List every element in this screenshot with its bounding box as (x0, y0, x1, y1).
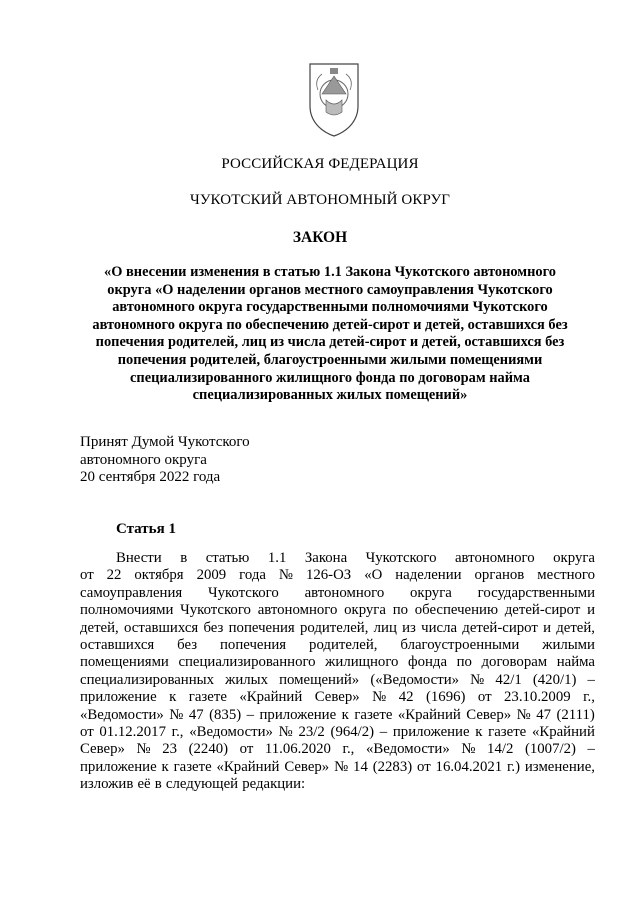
word: округа (553, 550, 595, 566)
word: № (516, 706, 531, 723)
word: полномочиями (80, 602, 174, 619)
word: наделении (395, 567, 462, 584)
word: 23 (162, 741, 177, 758)
word: помещений» (279, 671, 360, 688)
word: № (136, 741, 151, 758)
article-text-line (80, 776, 595, 793)
word: детей, (556, 619, 595, 636)
word: газете (354, 706, 393, 723)
word: 14 (353, 758, 368, 775)
adoption-info (80, 434, 250, 487)
word: к (475, 724, 483, 741)
word: г., (583, 689, 595, 706)
word: Чукотского (207, 584, 279, 601)
article-text-line (80, 741, 595, 758)
article-text-line (80, 567, 595, 584)
word: Чукотского (180, 602, 251, 619)
word: округа (344, 602, 386, 619)
word: в (180, 550, 188, 566)
word: «Ведомости» (365, 741, 450, 758)
word: от (80, 567, 94, 584)
word: специализированного (178, 654, 316, 671)
word: оставшихся (80, 637, 155, 654)
word: – (587, 671, 595, 688)
word: в (154, 776, 162, 793)
adoption-line: автономного округа (80, 451, 207, 468)
word: года (239, 567, 266, 584)
word: «О (364, 567, 383, 584)
word: Север» (80, 741, 125, 758)
word: приложение (259, 706, 337, 723)
title-line: автономного округа по обеспечению детей-сирот и детей, оставшихся без (92, 316, 568, 333)
word: 47 (188, 706, 204, 723)
word: (1696) (425, 689, 466, 706)
adoption-line: Принят Думой Чукотского (80, 434, 250, 450)
word: «Ведомости» (189, 724, 273, 741)
word: 23.10.2009 (504, 689, 571, 706)
word: № (470, 671, 485, 688)
article-body (80, 550, 595, 794)
word: договорам (481, 654, 548, 671)
title-line: «О внесении изменения в статью 1.1 Закона Чукотского автономного (104, 264, 556, 280)
word: детей-сирот (462, 619, 538, 636)
article-text-line (80, 654, 595, 671)
word: обеспечению (414, 602, 499, 619)
word: 11.06.2020 (264, 741, 331, 758)
word: от (80, 724, 94, 741)
word: № (169, 706, 184, 723)
word: из (402, 619, 416, 636)
word: от (417, 758, 431, 775)
word: автономного (257, 602, 338, 619)
word: попечения (220, 637, 287, 654)
word: 14/2 (487, 741, 514, 758)
word: Внести (116, 550, 162, 566)
word: её (137, 776, 151, 793)
word: детей, (80, 619, 119, 636)
word: без (203, 619, 224, 636)
word: 01.12.2017 (99, 724, 166, 741)
word: Закона (304, 550, 348, 566)
word: (1007/2) (524, 741, 576, 758)
word: следующей (165, 776, 239, 793)
word: № (334, 758, 349, 775)
word: г.) (507, 758, 521, 775)
word: самоуправления (80, 584, 183, 601)
word: к (341, 706, 349, 723)
word: попечения (228, 619, 295, 636)
word: 22 (106, 567, 122, 584)
title-line: специализированных жилых помещений» (192, 387, 468, 404)
word: приложение (80, 689, 157, 706)
word: оставшихся (124, 619, 199, 636)
word: 42/1 (495, 671, 522, 688)
article-text-line (80, 724, 595, 741)
word: – (379, 724, 388, 741)
word: «Крайний (239, 689, 303, 706)
article-heading: Статья 1 (116, 521, 176, 537)
region-heading: ЧУКОТСКИЙ АВТОНОМНЫЙ ОКРУГ (189, 192, 451, 208)
word: государственными (477, 584, 595, 601)
word: жилых (225, 671, 268, 688)
word: октября (134, 567, 184, 584)
word: Чукотского (365, 550, 437, 566)
word: № (278, 567, 294, 584)
word: органов (474, 567, 525, 584)
article-text-line (80, 759, 595, 776)
article-text-line (80, 689, 595, 706)
article-text-line (80, 672, 595, 689)
word: (420/1) (532, 671, 577, 688)
word: «Ведомости» (80, 706, 164, 723)
word: 126-ОЗ (305, 567, 352, 584)
word: № (278, 724, 293, 741)
word: 23/2 (298, 724, 325, 741)
article-text-line (80, 550, 595, 567)
word: 42 (398, 689, 414, 706)
word: 16.04.2021 (435, 758, 503, 775)
word: – (587, 741, 595, 758)
word: жилыми (542, 637, 595, 654)
word: – (246, 706, 255, 723)
word: без (177, 637, 198, 654)
word: округа (410, 584, 452, 601)
word: изложив (80, 776, 134, 793)
word: 2009 (196, 567, 227, 584)
word: г., (342, 741, 355, 758)
word: статью (205, 550, 250, 566)
word: редакции: (242, 776, 306, 793)
word: помещениями (80, 654, 169, 671)
article-text-line (80, 707, 595, 724)
word: (2111) (556, 706, 595, 723)
word: (964/2) (330, 724, 375, 741)
word: № (372, 689, 387, 706)
word: и (587, 602, 595, 619)
word: 1.1 (267, 550, 287, 566)
word: числа (421, 619, 458, 636)
word: «Крайний (531, 724, 595, 741)
word: по (392, 602, 409, 619)
word: местного (537, 567, 595, 584)
word: благоустроенными (400, 637, 520, 654)
adoption-date: 20 сентября 2022 года (80, 469, 221, 485)
word: Север» (284, 758, 330, 775)
word: газете (173, 758, 212, 775)
word: («Ведомости» (370, 671, 460, 688)
word: специализированных (80, 671, 214, 688)
word: родителей, (299, 619, 369, 636)
word: изменение, (524, 758, 595, 775)
word: по (456, 654, 472, 671)
article-text-line (80, 620, 595, 637)
word: (835) (209, 706, 242, 723)
coat-of-arms-icon (304, 60, 364, 138)
word: Север» (466, 706, 512, 723)
word: приложение (80, 758, 157, 775)
word: и (543, 619, 551, 636)
article-text-line (80, 602, 595, 619)
document-type: ЗАКОН (292, 229, 348, 246)
word: Север» (314, 689, 360, 706)
word: автономного (304, 584, 385, 601)
word: родителей, (309, 637, 378, 654)
article-text-line (80, 585, 595, 602)
word: г., (171, 724, 184, 741)
word: найма (556, 654, 595, 671)
word: приложение (392, 724, 470, 741)
title-line: специализированного жилищного фонда по договорам найма (130, 369, 530, 386)
word: от (239, 741, 254, 758)
word: (2283) (372, 758, 413, 775)
word: газете (488, 724, 527, 741)
title-line: попечения родителей, благоустроенными жилыми помещениями (117, 351, 543, 368)
word: 47 (536, 706, 552, 723)
title-line: попечения родителей, лиц из числа детей-сирот и детей, оставшихся без (95, 334, 565, 351)
law-title (90, 264, 570, 405)
word: лиц (373, 619, 397, 636)
word: газете (188, 689, 227, 706)
word: (2240) (188, 741, 229, 758)
title-line: автономного округа государственными полномочиями Чукотского (112, 299, 548, 316)
word: фонда (408, 654, 448, 671)
word: автономного (454, 550, 535, 566)
article-text-line (80, 637, 595, 654)
word: к (161, 758, 169, 775)
word: № (461, 741, 476, 758)
word: от (477, 689, 492, 706)
word: жилищного (325, 654, 399, 671)
federation-heading: РОССИЙСКАЯ ФЕДЕРАЦИЯ (221, 156, 419, 172)
word: «Крайний (397, 706, 461, 723)
word: детей-сирот (504, 602, 581, 619)
word: к (169, 689, 177, 706)
title-line: округа «О наделении органов местного самоуправления Чукотского (107, 281, 553, 298)
word: «Крайний (216, 758, 280, 775)
